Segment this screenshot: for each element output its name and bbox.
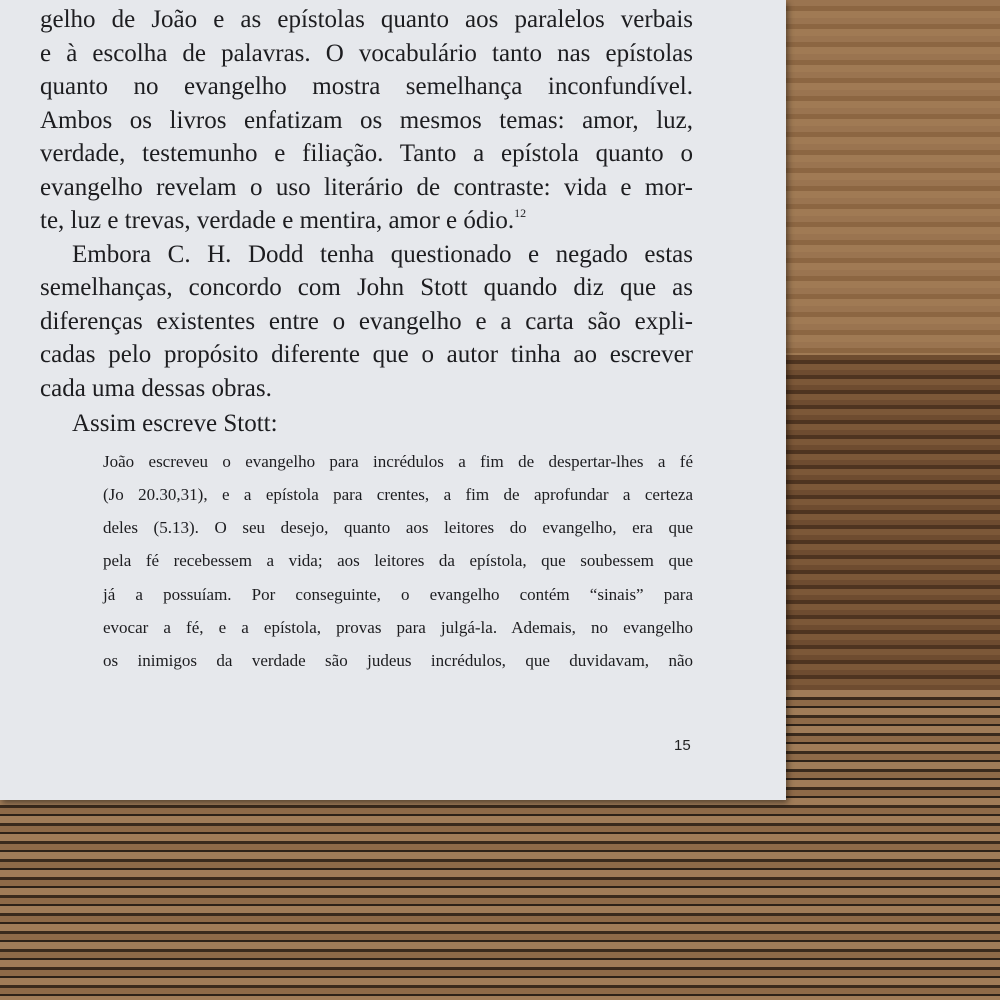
quote-line: já a possuíam. Por conseguinte, o evangelho contém “sinais” para [103,585,693,604]
footnote-reference: 12 [514,206,527,220]
text-line: quanto no evangelho mostra semelhança inconfundível. [40,73,693,100]
text-line: Embora C. H. Dodd tenha questionado e negado estas [72,241,693,268]
text-line: diferenças existentes entre o evangelho e a carta são expli- [40,308,693,335]
quote-line: deles (5.13). O seu desejo, quanto aos leitores do evangelho, era que [103,518,693,537]
page-number: 15 [674,737,691,754]
quote-line: evocar a fé, e a epístola, provas para julgá-la. Ademais, no evangelho [103,618,693,637]
text-line: cada uma dessas obras. [40,375,272,402]
quote-line: pela fé recebessem a vida; aos leitores da epístola, que soubessem que [103,551,693,570]
text-line-content: te, luz e trevas, verdade e mentira, amor e ódio. [40,207,515,234]
quote-line: os inimigos da verdade são judeus incrédulos, que duvidavam, não [103,651,693,670]
text-line: semelhanças, concordo com John Stott quando diz que as [40,274,693,301]
text-line: Ambos os livros enfatizam os mesmos temas: amor, luz, [40,107,693,134]
text-line: evangelho revelam o uso literário de contraste: vida e mor- [40,174,693,201]
text-line: cadas pelo propósito diferente que o autor tinha ao escrever [40,341,693,368]
text-line: e à escolha de palavras. O vocabulário tanto nas epístolas [40,40,693,67]
text-line [40,207,693,235]
text-line: gelho de João e as epístolas quanto aos paralelos verbais [40,6,693,33]
quote-line: João escreveu o evangelho para incrédulos a fim de despertar-lhes a fé [103,452,693,471]
text-line: verdade, testemunho e filiação. Tanto a epístola quanto o [40,140,693,167]
quote-line: (Jo 20.30,31), e a epístola para crentes, a fim de aprofundar a certeza [103,485,693,504]
text-line: Assim escreve Stott: [72,410,278,437]
